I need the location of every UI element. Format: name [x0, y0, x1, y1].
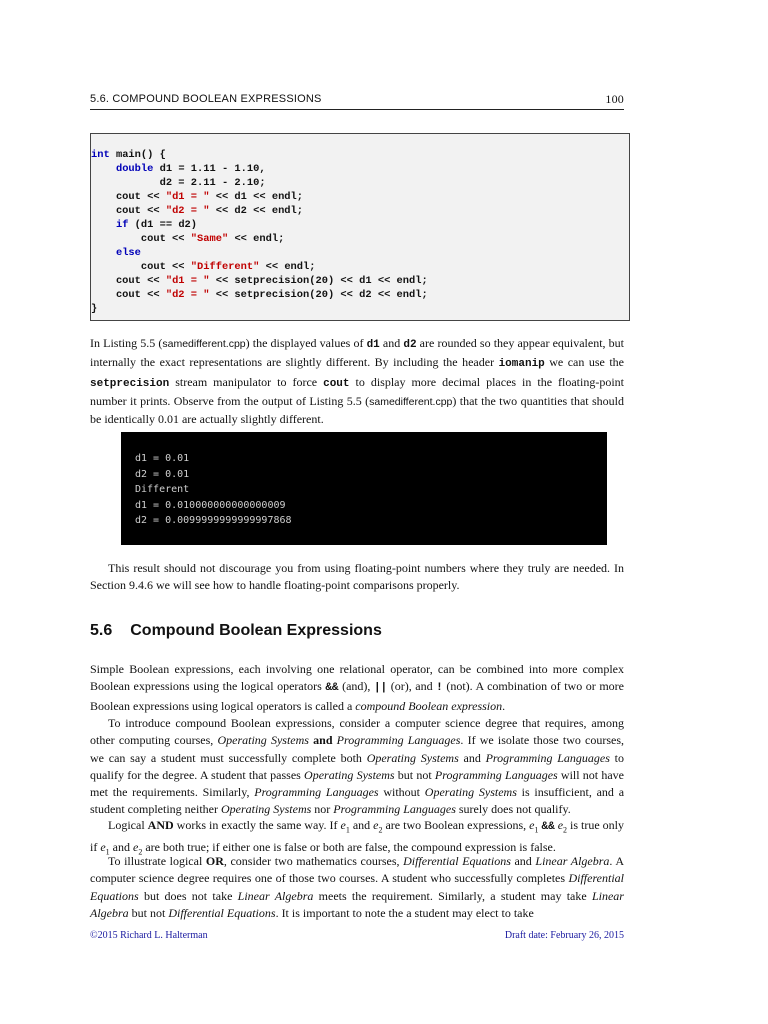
section-title-text: Compound Boolean Expressions [130, 622, 382, 639]
paragraph-result: This result should not discourage you from using floating-point numbers where they truly are needed. In Section 9.4.6 we will see how to handle floating-point comparisons properly. [90, 561, 624, 593]
page-footer [90, 930, 624, 944]
paragraph-logical-or: To illustrate logical OR, consider two mathematics courses, Differential Equations and Linear Algebra. A computer science degree requires one of those two courses. A student who successfully completes Differential Equations but does not take Linear Algebra meets the requirement. Similarly, a student may take Linear Algebra but not Differential Equations. It is important to note the a student may elect to take [90, 854, 625, 920]
paragraph-listing-explanation: In Listing 5.5 (samedifferent.cpp) the displayed values of d1 and d2 are rounded so they appear equivalent, but internally the exact representations are slightly different. By including the header iomanip we can use the setprecision stream manipulator to force cout to display more decimal places in the floating-point number it prints. Observe from the output of Listing 5.5 (samedifferent.cpp) that the two quantities that should be identically 0.01 are actually slightly different. [90, 336, 625, 427]
page-number: 100 [605, 92, 624, 106]
draft-date: Draft date: February 26, 2015 [504, 930, 624, 941]
console-line: d2 = 0.01 [135, 468, 190, 480]
console-output [121, 432, 607, 545]
paragraph-compound-intro: Simple Boolean expressions, each involving one relational operator, can be combined into more complex Boolean expressions using the logical operators && (and), || (or), and ! (not). A combination of two or more Boolean expressions using logical operators is called a compound Boolean expression. [90, 662, 624, 713]
code-line: cout << "d1 = " << d1 << endl; [91, 191, 304, 203]
code-line: cout << "Different" << endl; [91, 261, 316, 273]
code-line: cout << "d2 = " << d2 << endl; [91, 205, 304, 217]
code-line: if (d1 == d2) [115, 219, 198, 231]
console-line: d1 = 0.010000000000000009 [135, 499, 286, 511]
section-number: 5.6 [90, 622, 113, 639]
paragraph-logical-and: Logical AND works in exactly the same way. If $e_1$ and $e_2$ are two Boolean expressions, $e_1$ && $e_2$ is true only if $e_1$ and $e_2$ are both true; if either one is false or both are false, the compound expression is false. [90, 818, 625, 857]
running-header-section: 5.6. COMPOUND BOOLEAN EXPRESSIONS [90, 93, 322, 105]
console-line: d2 = 0.0099999999999997868 [135, 515, 292, 526]
code-line: d2 = 2.11 - 2.10; [91, 177, 266, 189]
running-header [90, 92, 624, 110]
code-line: double d1 = 1.11 - 1.10, [115, 163, 266, 175]
code-line: int main() { [91, 149, 166, 161]
console-line: d1 = 0.01 [135, 453, 190, 464]
code-line: cout << "d2 = " << setprecision(20) << d2 << endl; [91, 289, 428, 301]
code-line: cout << "Same" << endl; [91, 233, 285, 245]
console-line: Different [135, 484, 190, 495]
code-line: } [91, 303, 98, 315]
section-heading [90, 622, 382, 640]
paragraph-course-example: To introduce compound Boolean expressions, consider a computer science degree that requires, among other computing courses, Operating Systems and Programming Languages. If we isolate those two courses, we can say a student must successfully complete both Operating Systems and Programming Languages to qualify for the degree. A student that passes Operating Systems but not Programming Languages will not have met the requirements. Similarly, Programming Languages without Operating Systems is insufficient, and a student completing neither Operating Systems nor Programming Languages surely does not qualify. [90, 716, 625, 817]
code-listing [90, 133, 630, 321]
code-line: else [115, 247, 141, 259]
code-line: cout << "d1 = " << setprecision(20) << d1 << endl; [91, 275, 428, 287]
copyright-notice: ©2015 Richard L. Halterman [90, 930, 208, 941]
